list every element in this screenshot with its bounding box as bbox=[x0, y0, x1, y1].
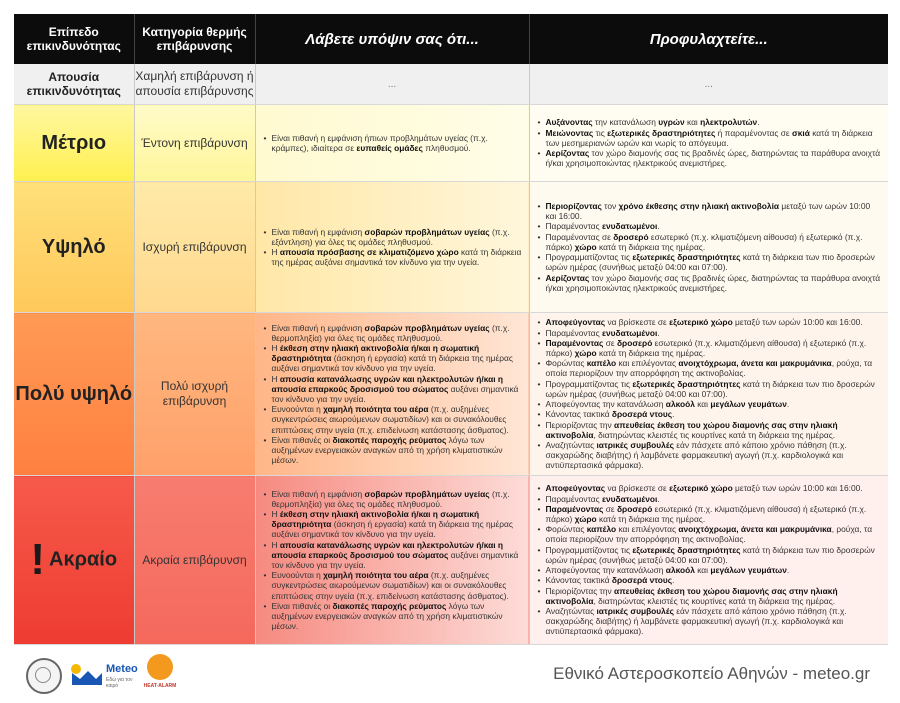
emphasis-text: απουσία κατανάλωσης υγρών και ηλεκτρολυτών ή/και η απουσία επαρκούς δροσισμού του σώματος bbox=[271, 373, 504, 394]
body-text: και bbox=[694, 565, 711, 576]
emphasis-text: ηλεκτρολυτών bbox=[700, 117, 758, 128]
header-protect: Προφυλαχτείτε... bbox=[529, 14, 888, 64]
emphasis-text: δροσερά ντους bbox=[611, 575, 673, 586]
body-text: . bbox=[657, 221, 660, 232]
body-text: Η bbox=[271, 247, 280, 257]
level-extreme bbox=[14, 476, 134, 645]
list-item bbox=[546, 504, 883, 524]
meteo-logo-icon bbox=[70, 661, 140, 691]
body-text: Φορώντας bbox=[545, 358, 587, 369]
note-high bbox=[255, 182, 529, 313]
list-item bbox=[546, 148, 883, 168]
emphasis-text: απευθείας έκθεση του χώρου διαμονής σας στην ηλιακή ακτινοβολία bbox=[545, 419, 838, 440]
header-risk-level: Επίπεδο επικινδυνότητας bbox=[14, 14, 134, 64]
list-item bbox=[272, 601, 523, 632]
body-text: κατά τη διάρκεια των πιο δροσερών ωρών ημέρας (συνήθως μεταξύ 04:00 και 07:00). bbox=[545, 378, 875, 399]
body-text: αυξάνει σημαντικά τον κίνδυνο για την υγεία. bbox=[271, 383, 519, 404]
level-very-high: Πολύ υψηλό bbox=[14, 313, 134, 476]
body-text: μεταξύ των ωρών 10:00 και 16:00. bbox=[732, 317, 863, 328]
list-item bbox=[272, 489, 523, 509]
emphasis-text: δροσερό bbox=[616, 337, 653, 348]
list-item bbox=[546, 358, 883, 378]
emphasis-text: ιατρικές συμβουλές bbox=[596, 439, 674, 450]
body-text: . bbox=[786, 565, 790, 576]
body-text: Η bbox=[271, 373, 280, 384]
emphasis-text: Αερίζοντας bbox=[545, 148, 590, 159]
emphasis-text: ανοιχτόχρωμα, άνετα και μακρυμάνικα bbox=[678, 358, 832, 369]
emphasis-text: Παραμένοντας bbox=[545, 337, 604, 348]
list-item bbox=[272, 374, 523, 405]
body-text: (άσκηση ή εργασία) κατά τη διάρκεια της ημέρας αυξάνει σημαντικά τον κίνδυνο για την υγεία. bbox=[271, 519, 513, 540]
body-text: Παραμένοντας bbox=[545, 221, 602, 232]
meteo-m-icon bbox=[70, 663, 104, 685]
body-text: . bbox=[657, 327, 660, 338]
list-item bbox=[272, 227, 523, 247]
body-text: Φορώντας bbox=[545, 524, 587, 535]
body-text: και επιλέγοντας bbox=[616, 524, 679, 535]
exclamation-icon: ! bbox=[30, 535, 46, 584]
table-header bbox=[14, 14, 888, 64]
list-item bbox=[546, 420, 883, 440]
advice-high bbox=[529, 182, 888, 313]
level-moderate: Μέτριο bbox=[14, 105, 134, 182]
emphasis-text: σοβαρών προβλημάτων υγείας bbox=[364, 226, 490, 237]
level-extreme-label: Ακραίο bbox=[49, 548, 118, 571]
emphasis-text: εξωτερικές δραστηριότητες bbox=[632, 252, 741, 263]
body-text: την κατανάλωση bbox=[592, 117, 659, 128]
emphasis-text: ενυδατωμένοι bbox=[601, 493, 658, 504]
body-text: Προγραμματίζοντας τις bbox=[545, 378, 633, 389]
emphasis-text: σοβαρών προβλημάτων υγείας bbox=[364, 488, 490, 499]
body-text: Προγραμματίζοντας τις bbox=[545, 252, 633, 263]
list-item bbox=[272, 435, 523, 466]
body-text: κατά τη διάρκεια των πιο δροσερών ωρών ημέρας (συνήθως μεταξύ 04:00 και 07:00). bbox=[545, 252, 875, 273]
header-category: Κατηγορία θερμής επιβάρυνσης bbox=[134, 14, 255, 64]
body-text: (π.χ. αυξημένες συγκεντρώσεις αιωρούμενων σωματιδίων) και οι συνακόλουθες επιπτώσεις στην υγεία (π.χ. επιδείνωση κατάστασης άσθματος). bbox=[271, 404, 509, 435]
emphasis-text: ευπαθείς ομάδες bbox=[356, 143, 423, 153]
emphasis-text: υγρών bbox=[658, 117, 685, 128]
emphasis-text: εξωτερικό χώρο bbox=[669, 483, 733, 494]
body-text: τον χώρο διαμονής σας τις βραδινές ώρες, διατηρώντας τα παράθυρα ανοιχτά ή/και χρησιμοποιώντας ηλεκτρικούς ανεμιστήρες. bbox=[545, 272, 881, 293]
body-text: Είναι πιθανή η εμφάνιση bbox=[271, 488, 365, 499]
emphasis-text: αλκοόλ bbox=[665, 565, 695, 576]
body-text: εσωτερικό (π.χ. κλιματιζόμενη αίθουσα) ή εξωτερικό (π.χ. πάρκο) bbox=[545, 231, 863, 252]
note-very-high bbox=[255, 313, 529, 476]
advice-very-high bbox=[529, 313, 888, 476]
body-text: κατά τη διάρκεια της ημέρας αυξάνει σημαντικά τον κίνδυνο για την υγεία. bbox=[271, 247, 522, 268]
emphasis-text: έκθεση στην ηλιακή ακτινοβολία ή/και η σωματική δραστηριότητα bbox=[271, 342, 480, 364]
list-item bbox=[546, 273, 883, 293]
body-text: σε bbox=[603, 503, 617, 514]
meteo-name: Meteo bbox=[106, 663, 138, 675]
body-text: Η bbox=[271, 342, 280, 353]
emphasis-text: διακοπές παροχής ρεύματος bbox=[332, 434, 447, 445]
emphasis-text: καπέλο bbox=[586, 524, 617, 535]
body-text: κατά τη διάρκεια της ημέρας. bbox=[596, 241, 706, 252]
body-text: σε bbox=[603, 337, 617, 348]
body-text: Είναι πιθανές οι bbox=[271, 434, 333, 445]
body-text: κατά τη διάρκεια των πιο δροσερών ωρών ημέρας (συνήθως μεταξύ 04:00 και 07:00). bbox=[545, 544, 875, 565]
emphasis-text: απουσία κατανάλωσης υγρών και ηλεκτρολυτών ή/και η απουσία επαρκούς δροσισμού του σώματος bbox=[271, 539, 504, 560]
row-moderate bbox=[14, 105, 888, 182]
body-text: Αναζητώντας bbox=[545, 439, 597, 450]
body-text: μεταξύ των ωρών 10:00 και 16:00. bbox=[732, 483, 863, 494]
body-text: Προγραμματίζοντας τις bbox=[545, 544, 633, 555]
list-item bbox=[272, 540, 523, 571]
list-item bbox=[546, 399, 883, 409]
emphasis-text: χώρο bbox=[574, 241, 597, 252]
list-item bbox=[546, 586, 883, 606]
body-text: τον bbox=[601, 201, 619, 212]
emphasis-text: απευθείας έκθεση του χώρου διαμονής σας στην ηλιακή ακτινοβολία bbox=[545, 585, 838, 606]
heat-alarm-label: HEAT-ALARM bbox=[143, 683, 177, 689]
footer bbox=[0, 650, 900, 703]
emphasis-text: διακοπές παροχής ρεύματος bbox=[332, 600, 447, 611]
body-text: εάν πάσχετε από κάποιο χρόνιο πάθηση (π.χ. σακχαρώδης διαβήτης) ή λαμβάνετε φαρμακευτική αγωγή (π.χ. καρδιολογικά και αντιϋπερτασικά φάρμακα). bbox=[545, 439, 847, 471]
list-item bbox=[546, 545, 883, 565]
body-text: . bbox=[672, 409, 675, 420]
list-item bbox=[546, 409, 883, 419]
body-text: Παραμένοντας σε bbox=[545, 231, 614, 242]
emphasis-text: ανοιχτόχρωμα, άνετα και μακρυμάνικα bbox=[678, 524, 832, 535]
emphasis-text: χαμηλή ποιότητα του αέρα bbox=[323, 404, 429, 415]
emphasis-text: Παραμένοντας bbox=[545, 503, 604, 514]
body-text: να βρίσκεστε σε bbox=[605, 483, 670, 494]
note-none: ... bbox=[255, 64, 529, 105]
body-text: τον χώρο διαμονής σας τις βραδινές ώρες, διατηρώντας τα παράθυρα ανοιχτά ή/και χρησιμοποιώντας ηλεκτρικούς ανεμιστήρες. bbox=[545, 148, 881, 169]
body-text: Η bbox=[271, 508, 280, 519]
list-item bbox=[546, 379, 883, 399]
level-none: Απουσία επικινδυνότητας bbox=[14, 64, 134, 105]
body-text: και bbox=[684, 117, 701, 128]
observatory-seal-icon bbox=[26, 658, 62, 694]
body-text: και bbox=[694, 399, 711, 410]
emphasis-text: έκθεση στην ηλιακή ακτινοβολία ή/και η σωματική δραστηριότητα bbox=[271, 508, 480, 530]
emphasis-text: σοβαρών προβλημάτων υγείας bbox=[364, 322, 490, 333]
emphasis-text: ενυδατωμένοι bbox=[601, 327, 658, 338]
body-text: (π.χ. εξάντληση) για όλες τις ομάδες πληθυσμού. bbox=[271, 226, 510, 247]
list-item bbox=[546, 524, 883, 544]
body-text: (άσκηση ή εργασία) κατά τη διάρκεια της ημέρας αυξάνει σημαντικά τον κίνδυνο για την υγεία. bbox=[271, 353, 513, 374]
list-item bbox=[272, 343, 523, 374]
emphasis-text: χαμηλή ποιότητα του αέρα bbox=[323, 570, 429, 581]
list-item bbox=[546, 338, 883, 358]
heat-alarm-icon bbox=[142, 654, 178, 698]
body-text: Αποφεύγοντας την κατανάλωση bbox=[545, 565, 666, 576]
heat-sun-icon bbox=[147, 654, 173, 680]
list-item bbox=[546, 117, 883, 127]
body-text: Παραμένοντας bbox=[545, 493, 602, 504]
body-text: Είναι πιθανή η εμφάνιση bbox=[271, 226, 365, 237]
row-no-risk bbox=[14, 64, 888, 105]
body-text: Κάνοντας τακτικά bbox=[545, 409, 612, 420]
list-item bbox=[546, 232, 883, 252]
row-high bbox=[14, 182, 888, 313]
list-item bbox=[546, 606, 883, 637]
emphasis-text: καπέλο bbox=[586, 358, 617, 369]
body-text: κατά τη διάρκεια της ημέρας. bbox=[596, 348, 706, 359]
row-extreme bbox=[14, 476, 888, 645]
emphasis-text: Αποφεύγοντας bbox=[545, 483, 606, 494]
body-text: Περιορίζοντας την bbox=[545, 585, 615, 596]
body-text: Είναι πιθανές οι bbox=[271, 600, 333, 611]
body-text: ή παραμένοντας σε bbox=[715, 127, 792, 138]
emphasis-text: αλκοόλ bbox=[665, 399, 695, 410]
list-item bbox=[546, 252, 883, 272]
body-text: (π.χ. θερμοπληξία) για όλες τις ομάδες πληθυσμού. bbox=[271, 322, 510, 343]
emphasis-text: δροσερό bbox=[613, 231, 649, 242]
list-item bbox=[546, 328, 883, 338]
body-text: εάν πάσχετε από κάποιο χρόνιο πάθηση (π.χ. σακχαρώδης διαβήτης) ή λαμβάνετε φαρμακευτική αγωγή (π.χ. καρδιολογικά και αντιϋπερτασικά φάρμακα). bbox=[545, 605, 847, 637]
emphasis-text: χώρο bbox=[574, 348, 597, 359]
body-text: , διατηρώντας κλειστές τις κουρτίνες κατά τη διάρκεια της ημέρας. bbox=[593, 429, 836, 440]
body-text: να βρίσκεστε σε bbox=[605, 317, 670, 328]
list-item bbox=[272, 323, 523, 343]
emphasis-text: εξωτερικές δραστηριότητες bbox=[632, 378, 741, 389]
body-text: , ρούχα, τα οποία περιορίζουν την απορρόφηση της ακτινοβολίας. bbox=[545, 524, 873, 545]
body-text: , διατηρώντας κλειστές τις κουρτίνες κατά τη διάρκεια της ημέρας. bbox=[593, 595, 836, 606]
category-very-high: Πολύ ισχυρή επιβάρυνση bbox=[134, 313, 255, 476]
body-text: (π.χ. αυξημένες συγκεντρώσεις αιωρούμενων σωματιδίων) και οι συνακόλουθες επιπτώσεις στην υγεία (π.χ. επιδείνωση κατάστασης άσθματος). bbox=[271, 570, 509, 601]
body-text: Περιορίζοντας την bbox=[545, 419, 615, 430]
body-text: εσωτερικό (π.χ. κλιματιζόμενη αίθουσα) ή εξωτερικό (π.χ. πάρκο) bbox=[545, 337, 867, 359]
list-item bbox=[272, 404, 523, 435]
body-text: και επιλέγοντας bbox=[616, 358, 679, 369]
level-high: Υψηλό bbox=[14, 182, 134, 313]
list-item bbox=[272, 133, 523, 153]
body-text: κατά τη διάρκεια της ημέρας. bbox=[596, 514, 706, 525]
emphasis-text: εξωτερικές δραστηριότητες bbox=[632, 544, 741, 555]
list-item bbox=[272, 247, 523, 267]
body-text: Είναι πιθανή η εμφάνιση bbox=[271, 322, 365, 333]
list-item bbox=[546, 565, 883, 575]
emphasis-text: μεγάλων γευμάτων bbox=[710, 565, 787, 576]
body-text: πληθυσμού. bbox=[422, 143, 471, 153]
footer-credit: Εθνικό Αστεροσκοπείο Αθηνών - meteo.gr bbox=[553, 664, 870, 683]
body-text: Ευνοούνται η bbox=[271, 570, 324, 581]
body-text: Κάνοντας τακτικά bbox=[545, 575, 612, 586]
body-text: Ευνοούνται η bbox=[271, 404, 324, 415]
body-text: λόγω των αυξημένων ενεργειακών αναγκών από τη χρήση κλιματιστικών μέσων. bbox=[271, 600, 503, 632]
emphasis-text: Αερίζοντας bbox=[545, 272, 590, 283]
category-high: Ισχυρή επιβάρυνση bbox=[134, 182, 255, 313]
emphasis-text: δροσερό bbox=[616, 503, 653, 514]
body-text: . bbox=[786, 399, 790, 410]
body-text: . bbox=[657, 493, 660, 504]
note-moderate bbox=[255, 105, 529, 182]
category-none: Χαμηλή επιβάρυνση ή απουσία επιβάρυνσης bbox=[134, 64, 255, 105]
list-item bbox=[546, 128, 883, 148]
list-item bbox=[546, 575, 883, 585]
body-text: . bbox=[672, 575, 675, 586]
list-item bbox=[272, 509, 523, 540]
list-item bbox=[546, 483, 883, 493]
emphasis-text: απουσία πρόσβασης σε κλιματιζόμενο χώρο bbox=[279, 247, 459, 257]
body-text: Παραμένοντας bbox=[545, 327, 602, 338]
emphasis-text: εξωτερικές δραστηριότητες bbox=[607, 127, 716, 138]
emphasis-text: χώρο bbox=[574, 514, 597, 525]
note-extreme bbox=[255, 476, 529, 645]
list-item bbox=[272, 570, 523, 601]
emphasis-text: Αποφεύγοντας bbox=[545, 317, 606, 328]
body-text: Είναι πιθανή η εμφάνιση ήπιων προβλημάτων υγείας (π.χ. κράμπες), ιδιαίτερα σε bbox=[271, 132, 488, 153]
list-item bbox=[546, 317, 883, 327]
emphasis-text: δροσερά ντους bbox=[611, 409, 673, 420]
emphasis-text: σκιά bbox=[792, 127, 810, 138]
emphasis-text: μεγάλων γευμάτων bbox=[710, 399, 787, 410]
body-text: λόγω των αυξημένων ενεργειακών αναγκών από τη χρήση κλιματιστικών μέσων. bbox=[271, 434, 503, 466]
category-extreme: Ακραία επιβάρυνση bbox=[134, 476, 255, 645]
list-item bbox=[546, 440, 883, 471]
body-text: αυξάνει σημαντικά τον κίνδυνο για την υγεία. bbox=[271, 549, 519, 570]
emphasis-text: ιατρικές συμβουλές bbox=[596, 605, 674, 616]
body-text: Αναζητώντας bbox=[545, 605, 597, 616]
emphasis-text: εξωτερικό χώρο bbox=[669, 317, 733, 328]
advice-moderate bbox=[529, 105, 888, 182]
body-text: . bbox=[757, 117, 760, 128]
advice-extreme bbox=[529, 476, 888, 645]
heat-risk-table bbox=[14, 14, 888, 645]
emphasis-text: Μειώνοντας bbox=[545, 127, 594, 138]
list-item bbox=[546, 494, 883, 504]
emphasis-text: Περιορίζοντας bbox=[545, 201, 602, 212]
header-consider: Λάβετε υπόψιν σας ότι... bbox=[255, 14, 529, 64]
emphasis-text: ενυδατωμένοι bbox=[601, 221, 658, 232]
body-text: κατά τη διάρκεια των μεσημεριανών ωρών και νωρίς το απόγευμα. bbox=[545, 127, 873, 148]
list-item bbox=[546, 221, 883, 231]
body-text: Αποφεύγοντας την κατανάλωση bbox=[545, 399, 666, 410]
body-text: μεταξύ των ωρών 10:00 και 16:00. bbox=[545, 201, 871, 222]
list-item bbox=[546, 201, 883, 221]
emphasis-text: χρόνο έκθεσης στην ηλιακή ακτινοβολία bbox=[618, 201, 780, 212]
advice-none: ... bbox=[529, 64, 888, 105]
row-very-high bbox=[14, 313, 888, 476]
emphasis-text: Αυξάνοντας bbox=[545, 117, 593, 128]
category-moderate: Έντονη επιβάρυνση bbox=[134, 105, 255, 182]
body-text: , ρούχα, τα οποία περιορίζουν την απορρόφηση της ακτινοβολίας. bbox=[545, 358, 873, 379]
body-text: Η bbox=[271, 539, 280, 550]
body-text: (π.χ. θερμοπληξία) για όλες τις ομάδες πληθυσμού. bbox=[271, 488, 510, 509]
body-text: εσωτερικό (π.χ. κλιματιζόμενη αίθουσα) ή εξωτερικό (π.χ. πάρκο) bbox=[545, 503, 867, 525]
body-text: τις bbox=[593, 127, 608, 138]
meteo-tagline: Εδώ για τον καιρό bbox=[106, 677, 133, 689]
